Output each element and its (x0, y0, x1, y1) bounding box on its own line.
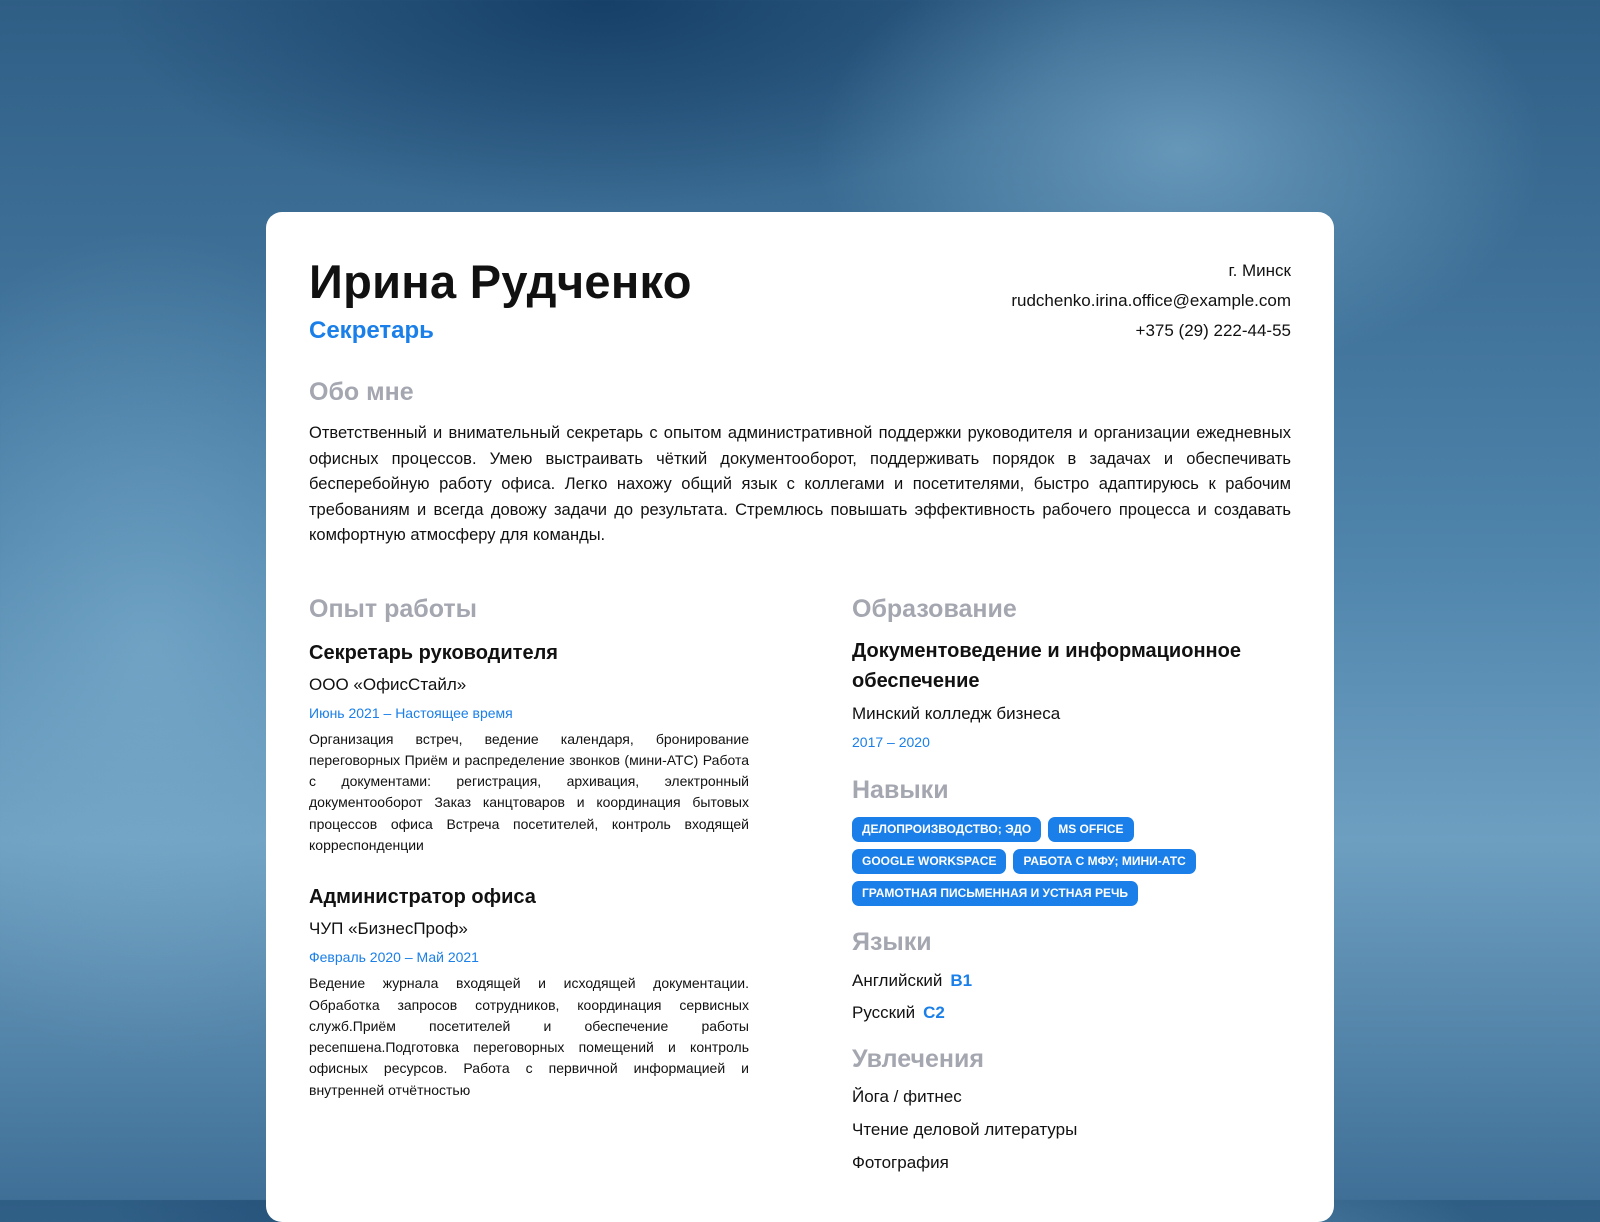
skill-tag: ДЕЛОПРОИЗВОДСТВО; ЭДО (852, 817, 1041, 842)
skill-tag: GOOGLE WORKSPACE (852, 849, 1006, 874)
contact-city: г. Минск (1228, 261, 1291, 280)
hobby-item: Фотография (852, 1152, 949, 1172)
languages-list (852, 971, 1292, 1023)
language-item (852, 1003, 1292, 1023)
resume-header (309, 252, 1291, 372)
contacts-block (1011, 256, 1291, 346)
contact-phone[interactable]: +375 (29) 222-44-55 (1135, 321, 1291, 340)
person-name: Ирина Рудченко (309, 255, 692, 308)
about-text: Ответственный и внимательный секретарь с опытом административной поддержки руководителя и организации ежедневных офисных процессов. Умею выстраивать чёткий документооборот, поддерживать порядок в задачах и обеспечивать бесперебойную работу офиса. Легко нахожу общий язык с коллегами и посетителями, быстро адаптируюсь к рабочим требованиям и всегда довожу задачи до результата. Стремлюсь повышать эффективность рабочего процесса и создавать комфортную атмосферу для команды. (309, 424, 1291, 544)
job-entry (309, 886, 749, 1101)
job-description: Ведение журнала входящей и исходящей документации. Обработка запросов сотрудников, координация сервисных служб.Приём посетителей и обеспечение работы ресепшена.Подготовка переговорных помещений и контроль офисных ресурсов. Работа с первичной информацией и внутренней отчётностью (309, 975, 749, 1098)
job-title: Администратор офиса (309, 886, 536, 909)
hobby-item: Йога / фитнес (852, 1086, 962, 1106)
skill-tag: РАБОТА С МФУ; МИНИ-АТС (1013, 849, 1195, 874)
language-level: C2 (923, 1002, 945, 1022)
education-school: Минский колледж бизнеса (852, 703, 1061, 723)
job-dates: Июнь 2021 – Настоящее время (309, 704, 513, 721)
person-role: Секретарь (309, 317, 434, 344)
language-item (852, 971, 1292, 991)
contact-email[interactable]: rudchenko.irina.office@example.com (1011, 291, 1291, 310)
language-name: Английский (852, 970, 943, 990)
about-heading: Обо мне (309, 378, 414, 406)
language-level: B1 (950, 970, 973, 990)
experience-column (309, 595, 749, 1102)
job-dates: Февраль 2020 – Май 2021 (309, 949, 479, 966)
resume-card (266, 212, 1334, 1222)
hobbies-heading: Увлечения (852, 1044, 984, 1073)
education-degree: Документоведение и информационное обеспечение (852, 639, 1241, 692)
education-years: 2017 – 2020 (852, 733, 930, 750)
skills-tags (852, 817, 1292, 906)
experience-heading: Опыт работы (309, 594, 477, 623)
job-entry (309, 642, 749, 857)
languages-heading: Языки (852, 927, 932, 956)
hobbies-list (852, 1087, 1292, 1173)
job-title: Секретарь руководителя (309, 641, 558, 664)
job-company: ООО «ОфисСтайл» (309, 674, 467, 694)
skill-tag: ГРАМОТНАЯ ПИСЬМЕННАЯ И УСТНАЯ РЕЧЬ (852, 881, 1138, 906)
hobby-item: Чтение деловой литературы (852, 1119, 1078, 1139)
education-heading: Образование (852, 594, 1017, 623)
skills-heading: Навыки (852, 775, 949, 804)
skill-tag: MS OFFICE (1048, 817, 1133, 842)
job-company: ЧУП «БизнесПроф» (309, 919, 468, 939)
language-name: Русский (852, 1002, 916, 1022)
side-column (852, 595, 1292, 1173)
job-description: Организация встреч, ведение календаря, бронирование переговорных Приём и распределение звонков (мини-АТС) Работа с документами: регистрация, архивация, электронный документооборот Заказ канцтоваров и координация бытовых процессов офиса Встреча посетителей, контроль входящей корреспонденции (309, 730, 749, 853)
